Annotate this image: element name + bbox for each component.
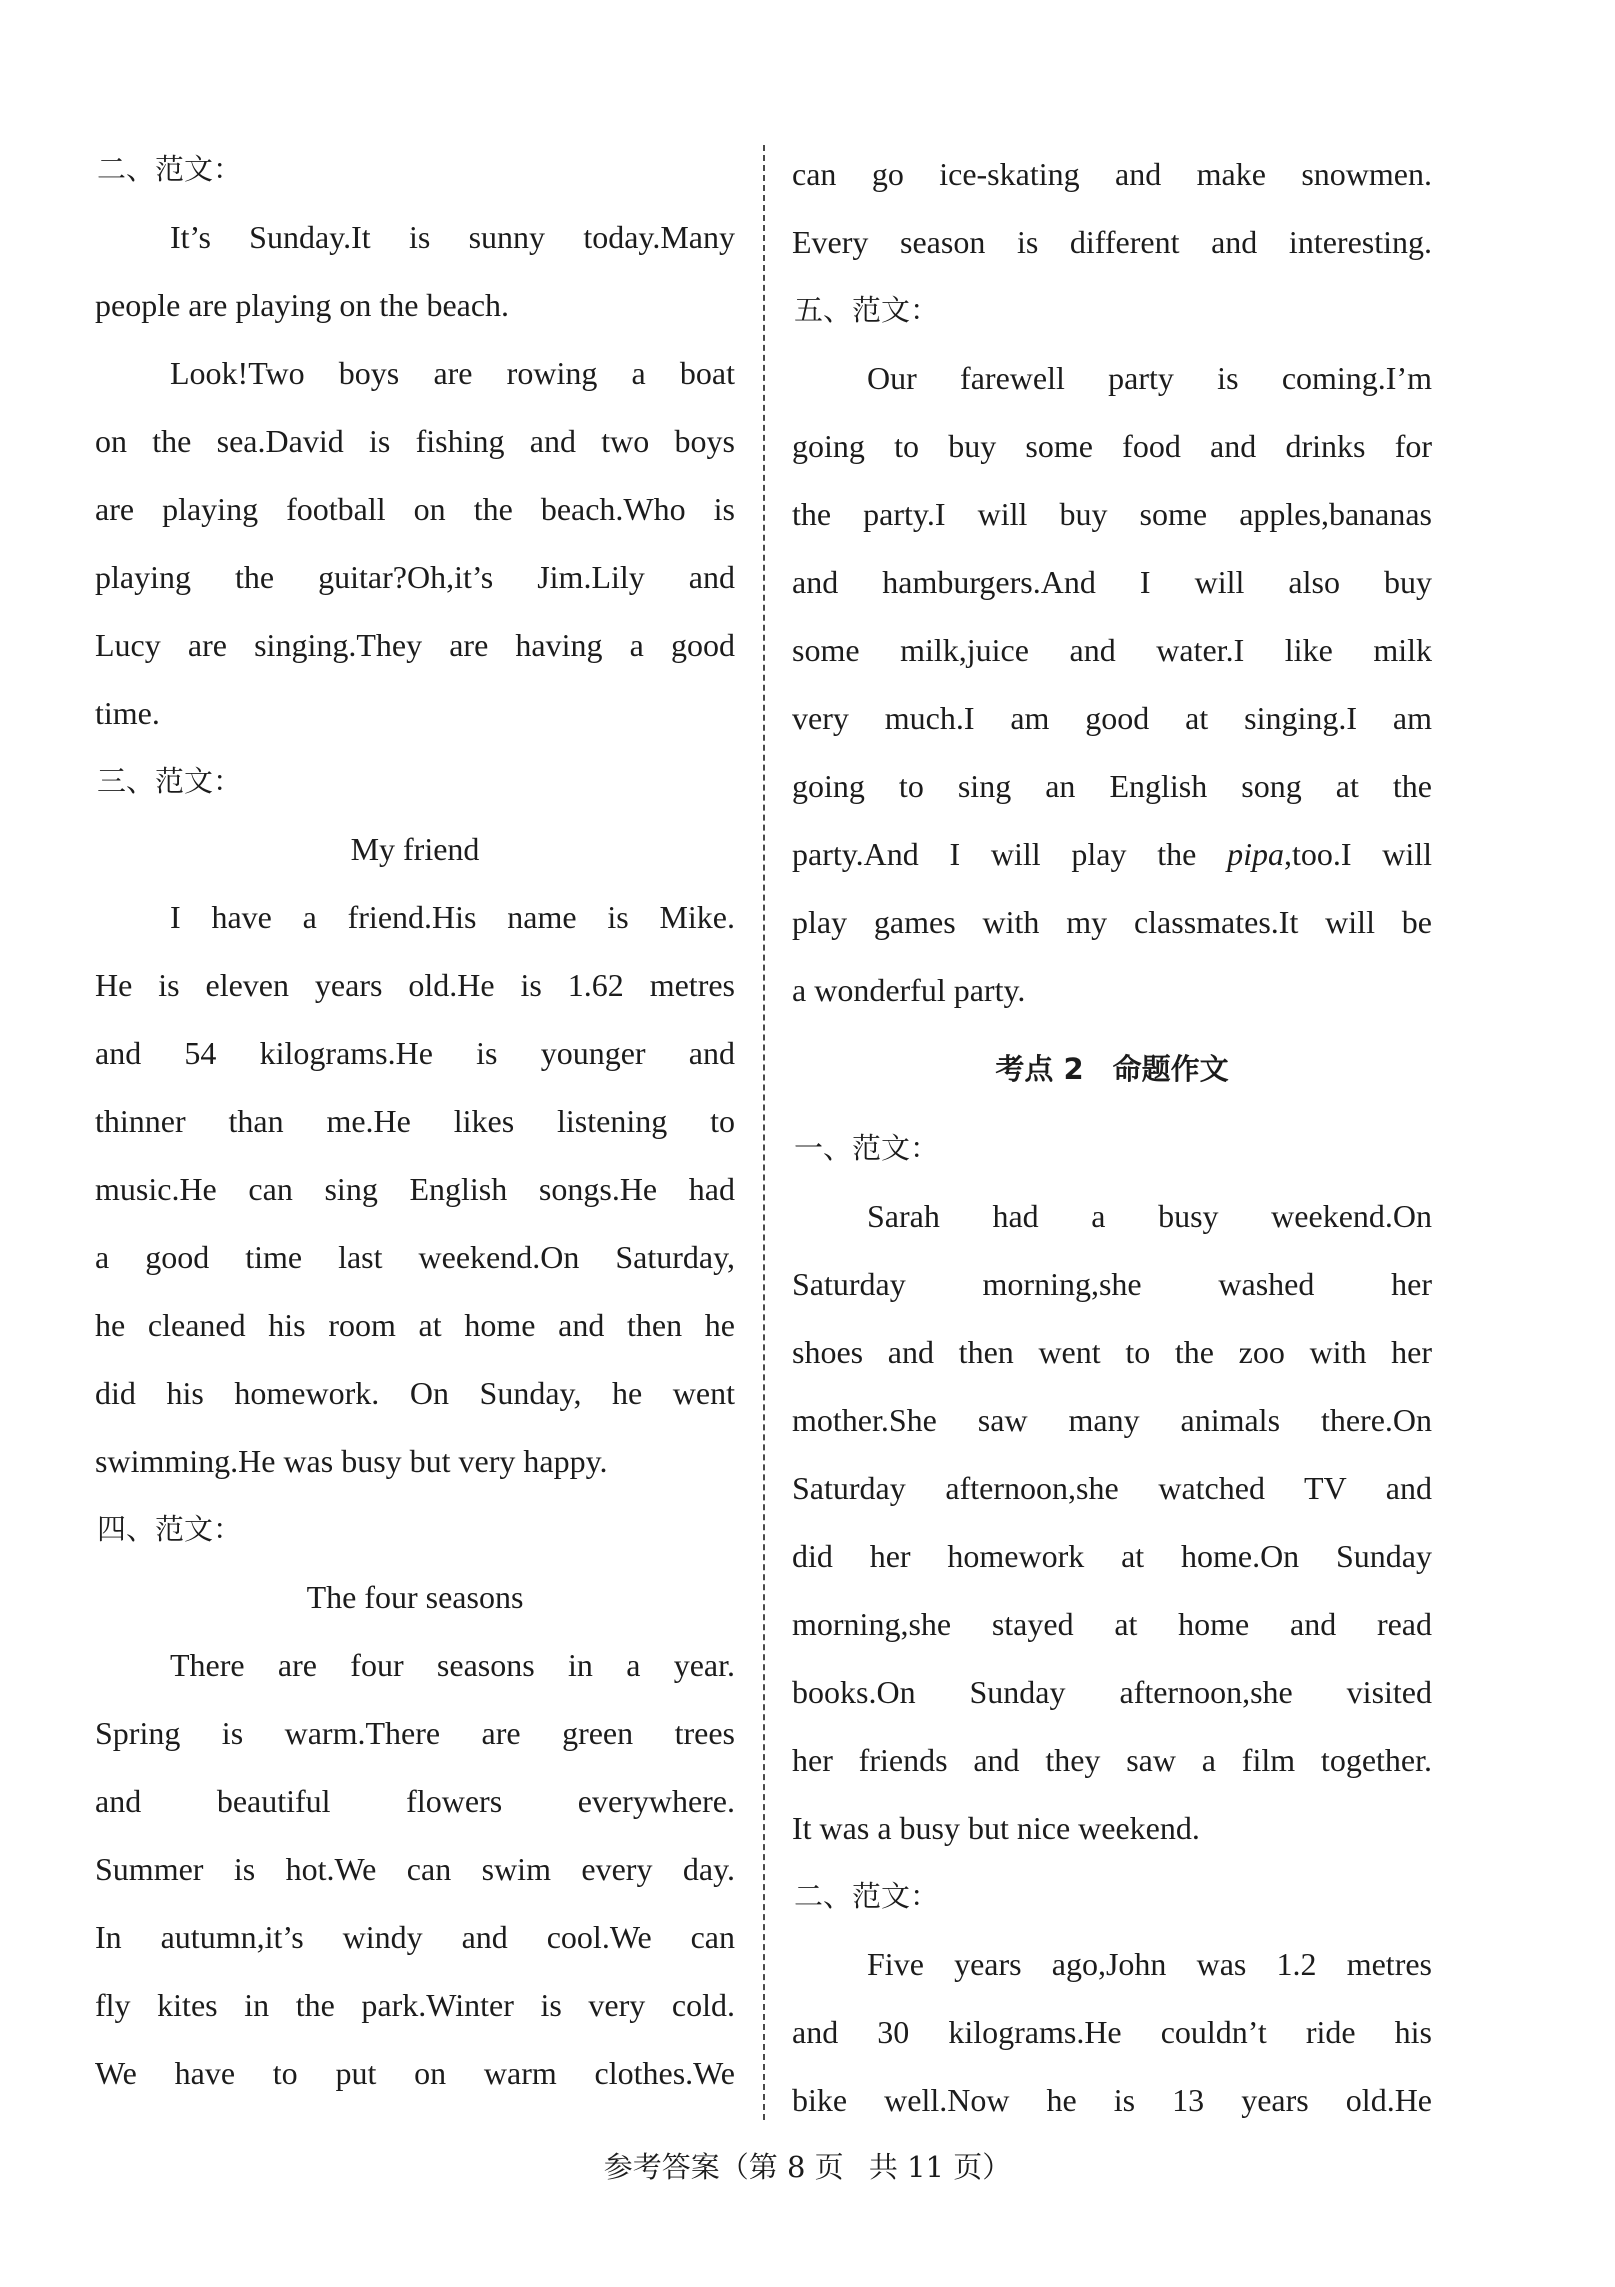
section-label-4: 四、范文：	[97, 1512, 243, 1546]
text-line: Our farewell party is coming.I’m	[867, 360, 1432, 396]
footer-total-pages: 共 11 页）	[868, 2150, 1012, 2184]
text-line: I have a friend.His name is Mike.	[170, 899, 735, 935]
section-label-k1: 一、范文：	[794, 1131, 940, 1165]
section-label-k2: 二、范文：	[794, 1879, 940, 1913]
text-line: play games with my classmates.It will be	[792, 904, 1432, 940]
text-line: on the sea.David is fishing and two boys	[95, 423, 735, 459]
text-line: time.	[95, 695, 160, 731]
text-line: did her homework at home.On Sunday	[792, 1538, 1432, 1574]
text-line: Saturday afternoon,she watched TV and	[792, 1470, 1432, 1506]
text-line: Saturday morning,she washed her	[792, 1266, 1432, 1302]
text-line: and 54 kilograms.He is younger and	[95, 1035, 735, 1071]
text-line: playing the guitar?Oh,it’s Jim.Lily and	[95, 559, 735, 595]
text-line: people are playing on the beach.	[95, 287, 510, 323]
essay-title: My friend	[350, 831, 480, 867]
column-divider	[763, 145, 765, 2120]
text-line: Every season is different and interesting.	[792, 224, 1432, 260]
text-line: a good time last weekend.On Saturday,	[95, 1239, 735, 1275]
text-line: books.On Sunday afternoon,she visited	[792, 1674, 1432, 1710]
text-line: and 30 kilograms.He couldn’t ride his	[792, 2014, 1432, 2050]
text-line: shoes and then went to the zoo with her	[792, 1334, 1432, 1370]
text-line: He is eleven years old.He is 1.62 metres	[95, 967, 735, 1003]
text-line: mother.She saw many animals there.On	[792, 1402, 1432, 1438]
left-column	[95, 135, 735, 2107]
page-footer	[0, 2145, 1615, 2186]
text-line: can go ice-skating and make snowmen.	[792, 156, 1432, 192]
text-line: Lucy are singing.They are having a good	[95, 627, 735, 663]
text-line: he cleaned his room at home and then he	[95, 1307, 735, 1343]
text-line: Five years ago,John was 1.2 metres	[867, 1946, 1432, 1982]
text-line: party.And I will play the pipa,too.I will	[792, 836, 1433, 872]
right-column	[792, 140, 1432, 2134]
text-line: There are four seasons in a year.	[170, 1647, 735, 1683]
section-label-3: 三、范文：	[97, 764, 243, 798]
text-line: It’s Sunday.It is sunny today.Many	[170, 219, 735, 255]
text-line: bike well.Now he is 13 years old.He	[792, 2082, 1432, 2118]
text-line: Spring is warm.There are green trees	[95, 1715, 735, 1751]
section-label-5: 五、范文：	[794, 293, 940, 327]
text-line: In autumn,it’s windy and cool.We can	[95, 1919, 735, 1955]
text-line: some milk,juice and water.I like milk	[792, 632, 1432, 668]
text-line: thinner than me.He likes listening to	[95, 1103, 735, 1139]
text-line: a wonderful party.	[792, 972, 1026, 1008]
text-line: Summer is hot.We can swim every day.	[95, 1851, 735, 1887]
text-line: Sarah had a busy weekend.On	[867, 1198, 1432, 1234]
footer-page-info: 参考答案（第 8 页	[603, 2150, 844, 2184]
text-line: We have to put on warm clothes.We	[95, 2055, 735, 2091]
text-line: very much.I am good at singing.I am	[792, 700, 1432, 736]
text-line: her friends and they saw a film together.	[792, 1742, 1432, 1778]
text-line: fly kites in the park.Winter is very cold.	[95, 1987, 735, 2023]
text-line: and hamburgers.And I will also buy	[792, 564, 1432, 600]
text-line: It was a busy but nice weekend.	[792, 1810, 1200, 1846]
text-line: music.He can sing English songs.He had	[95, 1171, 735, 1207]
topic-heading: 考点 2 命题作文	[995, 1052, 1229, 1086]
text-line: the party.I will buy some apples,bananas	[792, 496, 1432, 532]
essay-title: The four seasons	[306, 1579, 524, 1615]
section-label-2: 二、范文：	[97, 152, 243, 186]
text-line: going to sing an English song at the	[792, 768, 1432, 804]
text-line: Look!Two boys are rowing a boat	[170, 355, 735, 391]
text-line: swimming.He was busy but very happy.	[95, 1443, 608, 1479]
text-line: are playing football on the beach.Who is	[95, 491, 735, 527]
text-line: going to buy some food and drinks for	[792, 428, 1432, 464]
text-line: morning,she stayed at home and read	[792, 1606, 1432, 1642]
text-line: and beautiful flowers everywhere.	[95, 1783, 735, 1819]
text-line: did his homework. On Sunday, he went	[95, 1375, 735, 1411]
